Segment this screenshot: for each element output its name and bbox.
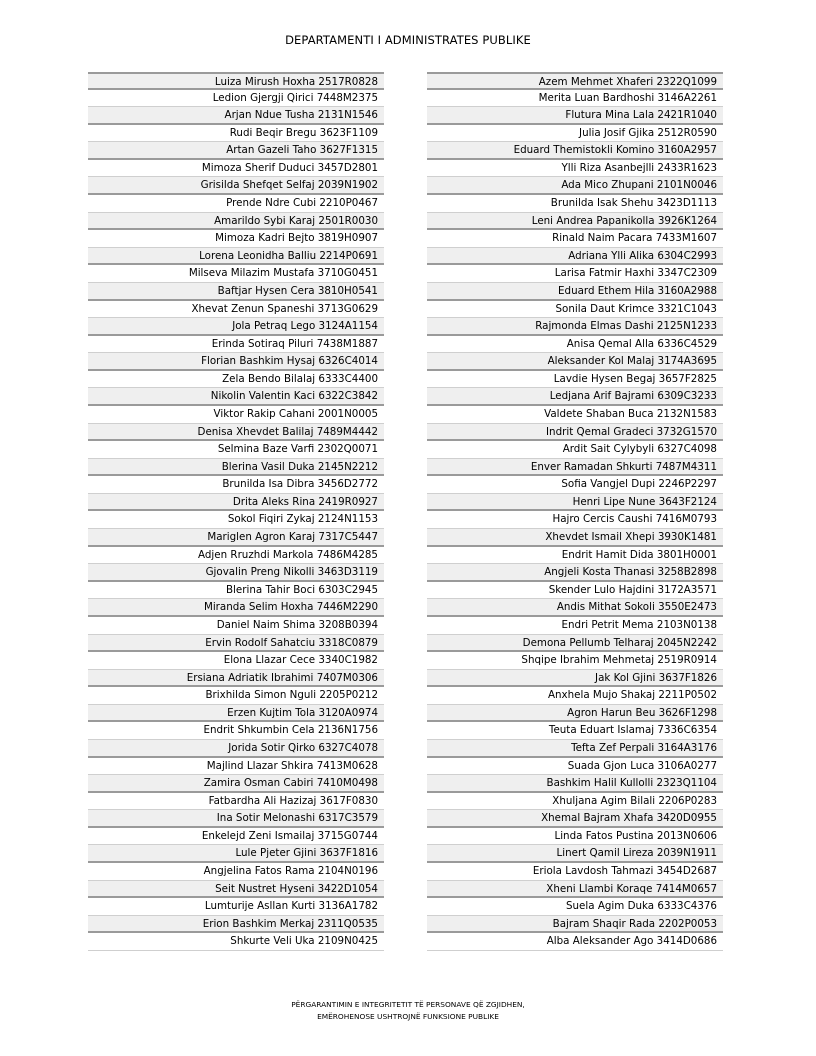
list-item: Jola Petraq Lego 3124A1154 — [88, 318, 384, 336]
list-item: Alba Aleksander Ago 3414D0686 — [427, 933, 723, 951]
list-item: Xhevdet Ismail Xhepi 3930K1481 — [427, 529, 723, 547]
list-item: Henri Lipe Nune 3643F2124 — [427, 494, 723, 512]
list-item: Angjeli Kosta Thanasi 3258B2898 — [427, 564, 723, 582]
list-item: Suela Agim Duka 6333C4376 — [427, 898, 723, 916]
list-item: Lumturije Asllan Kurti 3136A1782 — [88, 898, 384, 916]
list-item: Ledjana Arif Bajrami 6309C3233 — [427, 388, 723, 406]
list-item: Lule Pjeter Gjini 3637F1816 — [88, 845, 384, 863]
list-item: Demona Pellumb Telharaj 2045N2242 — [427, 635, 723, 653]
list-item: Sokol Fiqiri Zykaj 2124N1153 — [88, 511, 384, 529]
list-item: Linert Qamil Lireza 2039N1911 — [427, 845, 723, 863]
list-item: Blerina Tahir Boci 6303C2945 — [88, 582, 384, 600]
list-item: Zela Bendo Bilalaj 6333C4400 — [88, 371, 384, 389]
footer-line-1: PËRGARANTIMIN E INTEGRITETIT TË PERSONAVE QË ZGJIDHEN, — [291, 1000, 525, 1009]
list-item: Anxhela Mujo Shakaj 2211P0502 — [427, 687, 723, 705]
list-item: Miranda Selim Hoxha 7446M2290 — [88, 599, 384, 617]
list-item: Amarildo Sybi Karaj 2501R0030 — [88, 213, 384, 231]
list-item: Rinald Naim Pacara 7433M1607 — [427, 230, 723, 248]
list-item: Erion Bashkim Merkaj 2311Q0535 — [88, 916, 384, 934]
list-item: Arjan Ndue Tusha 2131N1546 — [88, 107, 384, 125]
list-item: Bajram Shaqir Rada 2202P0053 — [427, 916, 723, 934]
list-item: Eduard Ethem Hila 3160A2988 — [427, 283, 723, 301]
list-item: Sofia Vangjel Dupi 2246P2297 — [427, 476, 723, 494]
list-item: Artan Gazeli Taho 3627F1315 — [88, 142, 384, 160]
list-item: Blerina Vasil Duka 2145N2212 — [88, 459, 384, 477]
list-item: Brunilda Isa Dibra 3456D2772 — [88, 476, 384, 494]
page-title: DEPARTAMENTI I ADMINISTRATES PUBLIKE — [285, 33, 531, 47]
list-item: Ervin Rodolf Sahatciu 3318C0879 — [88, 635, 384, 653]
list-item: Ledion Gjergji Qirici 7448M2375 — [88, 90, 384, 108]
list-item: Adriana Ylli Alika 6304C2993 — [427, 248, 723, 266]
list-item: Baftjar Hysen Cera 3810H0541 — [88, 283, 384, 301]
list-item: Leni Andrea Papanikolla 3926K1264 — [427, 213, 723, 231]
list-item: Shqipe Ibrahim Mehmetaj 2519R0914 — [427, 652, 723, 670]
list-item: Mimoza Sherif Duduci 3457D2801 — [88, 160, 384, 178]
list-item: Tefta Zef Perpali 3164A3176 — [427, 740, 723, 758]
list-item: Viktor Rakip Cahani 2001N0005 — [88, 406, 384, 424]
list-item: Fatbardha Ali Hazizaj 3617F0830 — [88, 793, 384, 811]
list-item: Merita Luan Bardhoshi 3146A2261 — [427, 90, 723, 108]
footer-text — [0, 999, 816, 1023]
list-item: Teuta Eduart Islamaj 7336C6354 — [427, 722, 723, 740]
list-item: Xhevat Zenun Spaneshi 3713G0629 — [88, 301, 384, 319]
list-item: Lorena Leonidha Balliu 2214P0691 — [88, 248, 384, 266]
list-item: Endrit Hamit Dida 3801H0001 — [427, 547, 723, 565]
list-item: Seit Nustret Hyseni 3422D1054 — [88, 881, 384, 899]
list-item: Grisilda Shefqet Selfaj 2039N1902 — [88, 177, 384, 195]
list-item: Enkelejd Zeni Ismailaj 3715G0744 — [88, 828, 384, 846]
list-item: Florian Bashkim Hysaj 6326C4014 — [88, 353, 384, 371]
list-item: Xheni Llambi Koraqe 7414M0657 — [427, 881, 723, 899]
list-item: Jak Kol Gjini 3637F1826 — [427, 670, 723, 688]
list-item: Nikolin Valentin Kaci 6322C3842 — [88, 388, 384, 406]
list-item: Rudi Beqir Bregu 3623F1109 — [88, 125, 384, 143]
list-item: Elona Llazar Cece 3340C1982 — [88, 652, 384, 670]
list-item: Suada Gjon Luca 3106A0277 — [427, 758, 723, 776]
list-item: Hajro Cercis Caushi 7416M0793 — [427, 511, 723, 529]
list-item: Xhuljana Agim Bilali 2206P0283 — [427, 793, 723, 811]
list-item: Flutura Mina Lala 2421R1040 — [427, 107, 723, 125]
list-item: Andis Mithat Sokoli 3550E2473 — [427, 599, 723, 617]
list-item: Gjovalin Preng Nikolli 3463D3119 — [88, 564, 384, 582]
list-item: Skender Lulo Hajdini 3172A3571 — [427, 582, 723, 600]
list-item: Anisa Qemal Alla 6336C4529 — [427, 336, 723, 354]
list-item: Eduard Themistokli Komino 3160A2957 — [427, 142, 723, 160]
list-item: Mimoza Kadri Bejto 3819H0907 — [88, 230, 384, 248]
list-item: Daniel Naim Shima 3208B0394 — [88, 617, 384, 635]
list-item: Julia Josif Gjika 2512R0590 — [427, 125, 723, 143]
list-item: Zamira Osman Cabiri 7410M0498 — [88, 775, 384, 793]
right-name-list — [427, 72, 723, 951]
list-item: Valdete Shaban Buca 2132N1583 — [427, 406, 723, 424]
list-item: Denisa Xhevdet Balilaj 7489M4442 — [88, 424, 384, 442]
list-item: Angjelina Fatos Rama 2104N0196 — [88, 863, 384, 881]
footer-line-2: EMËROHENOSE USHTROJNË FUNKSIONE PUBLIKE — [317, 1012, 499, 1021]
list-item: Bashkim Halil Kullolli 2323Q1104 — [427, 775, 723, 793]
list-item: Ylli Riza Asanbejlli 2433R1623 — [427, 160, 723, 178]
list-item: Majlind Llazar Shkira 7413M0628 — [88, 758, 384, 776]
list-item: Prende Ndre Cubi 2210P0467 — [88, 195, 384, 213]
list-item: Jorida Sotir Qirko 6327C4078 — [88, 740, 384, 758]
list-item: Azem Mehmet Xhaferi 2322Q1099 — [427, 72, 723, 90]
list-item: Linda Fatos Pustina 2013N0606 — [427, 828, 723, 846]
list-item: Shkurte Veli Uka 2109N0425 — [88, 933, 384, 951]
list-item: Rajmonda Elmas Dashi 2125N1233 — [427, 318, 723, 336]
list-item: Endrit Shkumbin Cela 2136N1756 — [88, 722, 384, 740]
list-item: Ersiana Adriatik Ibrahimi 7407M0306 — [88, 670, 384, 688]
list-item: Sonila Daut Krimce 3321C1043 — [427, 301, 723, 319]
list-item: Ardit Sait Cylybyli 6327C4098 — [427, 441, 723, 459]
list-item: Lavdie Hysen Begaj 3657F2825 — [427, 371, 723, 389]
list-item: Indrit Qemal Gradeci 3732G1570 — [427, 424, 723, 442]
list-item: Aleksander Kol Malaj 3174A3695 — [427, 353, 723, 371]
list-item: Eriola Lavdosh Tahmazi 3454D2687 — [427, 863, 723, 881]
list-item: Selmina Baze Varfi 2302Q0071 — [88, 441, 384, 459]
list-item: Xhemal Bajram Xhafa 3420D0955 — [427, 810, 723, 828]
list-item: Mariglen Agron Karaj 7317C5447 — [88, 529, 384, 547]
list-item: Agron Harun Beu 3626F1298 — [427, 705, 723, 723]
left-name-list — [88, 72, 384, 951]
list-item: Erinda Sotiraq Piluri 7438M1887 — [88, 336, 384, 354]
list-item: Luiza Mirush Hoxha 2517R0828 — [88, 72, 384, 90]
list-item: Larisa Fatmir Haxhi 3347C2309 — [427, 265, 723, 283]
list-item: Endri Petrit Mema 2103N0138 — [427, 617, 723, 635]
list-item: Drita Aleks Rina 2419R0927 — [88, 494, 384, 512]
list-item: Adjen Rruzhdi Markola 7486M4285 — [88, 547, 384, 565]
list-item: Brunilda Isak Shehu 3423D1113 — [427, 195, 723, 213]
list-item: Ada Mico Zhupani 2101N0046 — [427, 177, 723, 195]
list-item: Brixhilda Simon Nguli 2205P0212 — [88, 687, 384, 705]
list-item: Milseva Milazim Mustafa 3710G0451 — [88, 265, 384, 283]
list-item: Erzen Kujtim Tola 3120A0974 — [88, 705, 384, 723]
list-item: Ina Sotir Melonashi 6317C3579 — [88, 810, 384, 828]
list-item: Enver Ramadan Shkurti 7487M4311 — [427, 459, 723, 477]
